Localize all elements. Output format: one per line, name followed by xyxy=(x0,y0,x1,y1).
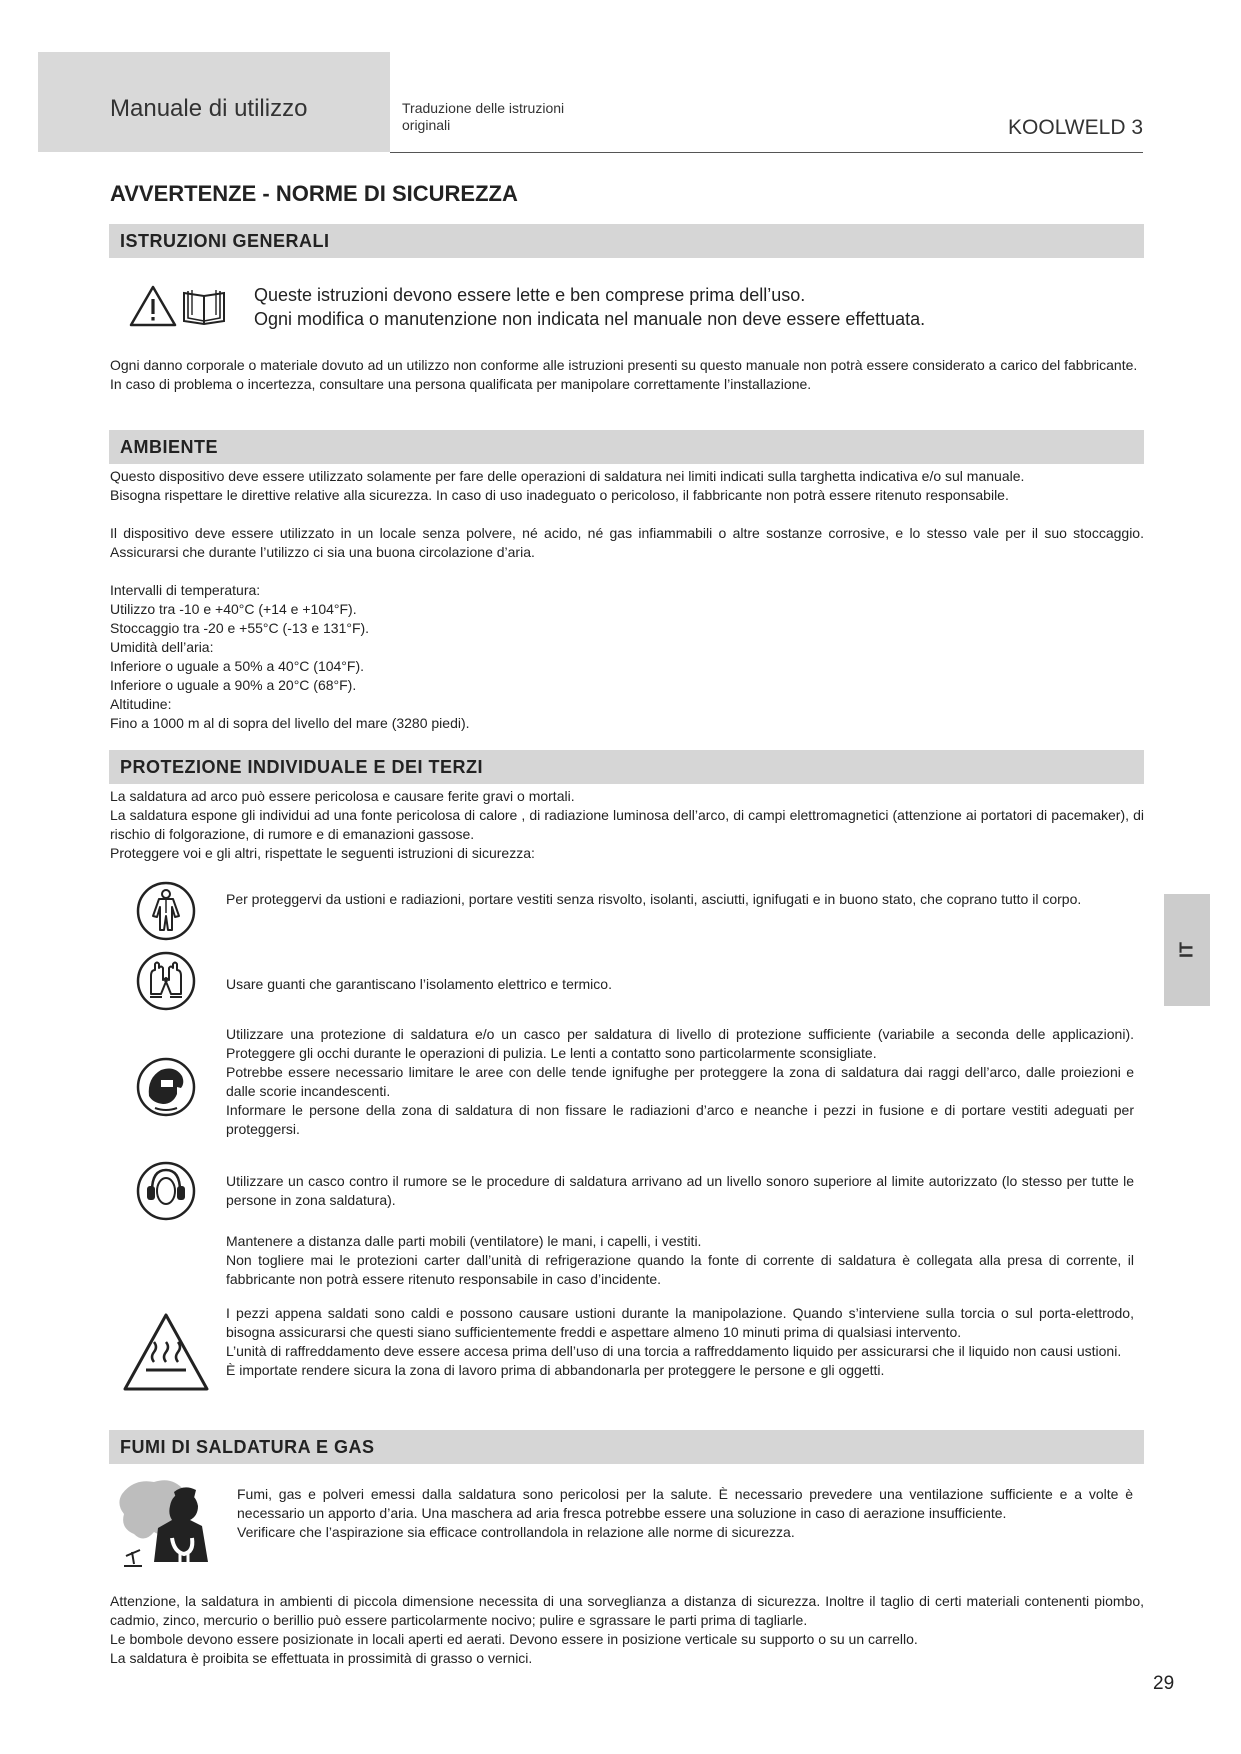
hot-parts-text xyxy=(226,1304,1134,1380)
protection-intro xyxy=(110,787,1144,863)
hot-surface-warning-icon xyxy=(120,1310,212,1394)
fumes-footer-line: Le bombole devono essere posizionate in locali aperti ed aerati. Devono essere in posizione verticale su supporto o su un carrello. xyxy=(110,1631,918,1647)
section-heading-general: ISTRUZIONI GENERALI xyxy=(109,224,1144,258)
welding-fumes-icon xyxy=(114,1472,218,1576)
fumes-box-line: Verificare che l’aspirazione sia efficace controllandola in relazione alle norme di sicurezza. xyxy=(237,1524,795,1540)
general-paragraph-2: In caso di problema o incertezza, consultare una persona qualificata per manipolare correttamente l’installazione. xyxy=(110,376,812,392)
translation-note-line-2: originali xyxy=(402,117,451,133)
general-paragraph-1: Ogni danno corporale o materiale dovuto ad un utilizzo non conforme alle istruzioni presenti su questo manuale non potrà essere considerato a carico del fabbricante. xyxy=(110,357,1138,373)
moving-parts-line: Non togliere mai le protezioni carter dall’unità di refrigerazione quando la fonte di corrente di saldatura è collegata alla presa di corrente, il fabbricante non potrà essere ritenuto responsabile in caso d’incidente. xyxy=(226,1252,1134,1287)
environment-paragraph-3: Il dispositivo deve essere utilizzato in un locale senza polvere, né acido, né gas infiammabili o altre sostanze corrosive, e lo stesso vale per il suo stoccaggio. Assicurarsi che durante l’utilizzo ci sia una buona circolazione d’aria. xyxy=(110,525,1144,560)
manual-title: Manuale di utilizzo xyxy=(110,95,308,122)
welding-helmet-icon xyxy=(135,1056,197,1118)
helmet-text xyxy=(226,1025,1134,1139)
general-paragraphs xyxy=(110,356,1144,394)
section-heading-fumes: FUMI DI SALDATURA E GAS xyxy=(109,1430,1144,1464)
fumes-footer-line: Attenzione, la saldatura in ambienti di piccola dimensione necessita di una sorveglianza a distanza di sicurezza. Inoltre il taglio di certi materiali contenenti piombo, cadmio, zinco, mercurio o berillio può essere particolarmente nocivo; pulire e sgrassare le parti prima di tagliarle. xyxy=(110,1593,1144,1628)
product-name: KOOLWELD 3 xyxy=(1008,116,1143,139)
ear-protection-text: Utilizzare un casco contro il rumore se le procedure di saldatura arrivano ad un livello sonoro superiore al limite autorizzato (lo stesso per tutte le persone in zona saldatura). xyxy=(226,1173,1134,1208)
protection-intro-line: La saldatura espone gli individui ad una fonte pericolosa di calore , di radiazione luminosa dell’arco, di campi elettromagnetici (attenzione ai portatori di pacemaker), di rischio di folgorazione, di rumore e di emanazioni gassose. xyxy=(110,807,1144,842)
section-heading-environment: AMBIENTE xyxy=(109,430,1144,464)
helmet-text-line: Informare le persone della zona di saldatura di non fissare le radiazioni d’arco e neanche i pezzi in fusione e di portare vestiti adeguati per proteggersi. xyxy=(226,1102,1134,1137)
moving-parts-line: Mantenere a distanza dalle parti mobili (ventilatore) le mani, i capelli, i vestiti. xyxy=(226,1233,702,1249)
spec-line: Intervalli di temperatura: xyxy=(110,582,261,598)
protective-clothing-icon xyxy=(135,880,197,942)
spec-line: Inferiore o uguale a 90% a 20°C (68°F). xyxy=(110,677,357,693)
general-notice-line-2: Ogni modifica o manutenzione non indicata nel manuale non deve essere effettuata. xyxy=(254,309,926,329)
general-notice xyxy=(254,283,1134,331)
spec-line: Fino a 1000 m al di sopra del livello del mare (3280 piedi). xyxy=(110,715,470,731)
hot-parts-line: L’unità di raffreddamento deve essere accesa prima dell’uso di una torcia a raffreddamento liquido per assicurarsi che il liquido non causi ustioni. xyxy=(226,1343,1122,1359)
page-number: 29 xyxy=(1153,1673,1175,1694)
page-title: AVVERTENZE - NORME DI SICUREZZA xyxy=(110,181,518,206)
warning-triangle-icon xyxy=(128,284,178,328)
header-divider xyxy=(390,152,1143,153)
translation-note-line-1: Traduzione delle istruzioni xyxy=(402,100,565,116)
fumes-box-line: Fumi, gas e polveri emessi dalla saldatura sono pericolosi per la salute. È necessario prevedere una ventilazione sufficiente e a volte è necessario un apporto d’aria. Una maschera ad aria fresca potrebbe essere una soluzione in caso di aerazione insufficiente. xyxy=(237,1486,1133,1521)
protection-intro-line: La saldatura ad arco può essere pericolosa e causare ferite gravi o mortali. xyxy=(110,788,575,804)
fumes-box-text xyxy=(237,1485,1133,1542)
spec-line: Inferiore o uguale a 50% a 40°C (104°F). xyxy=(110,658,365,674)
gloves-text: Usare guanti che garantiscano l’isolamento elettrico e termico. xyxy=(226,976,612,992)
translation-note xyxy=(402,100,622,134)
spec-line: Altitudine: xyxy=(110,696,172,712)
hot-parts-line: I pezzi appena saldati sono caldi e possono causare ustioni durante la manipolazione. Quando s’interviene sulla torcia o sul porta-elettrodo, bisogna assicurarsi che questi siano sufficientemente freddi e aspettare almeno 10 minuti prima di qualsiasi intervento. xyxy=(226,1305,1134,1340)
ear-protection-icon xyxy=(135,1160,197,1222)
helmet-text-line: Utilizzare una protezione di saldatura e/o un casco per saldatura di livello di protezione sufficiente (variabile a seconda delle applicazioni). Proteggere gli occhi durante le operazioni di pulizia. Le lenti a contatto sono particolarmente sconsigliate. xyxy=(226,1026,1134,1061)
hot-parts-line: È importate rendere sicura la zona di lavoro prima di abbandonarla per proteggere le persone e gli oggetti. xyxy=(226,1362,885,1378)
language-tab xyxy=(1164,894,1210,1006)
environment-paragraphs xyxy=(110,467,1144,733)
fumes-footer-line: La saldatura è proibita se effettuata in prossimità di grasso o vernici. xyxy=(110,1650,533,1666)
general-notice-line-1: Queste istruzioni devono essere lette e ben comprese prima dell’uso. xyxy=(254,285,806,305)
environment-paragraph-2: Bisogna rispettare le direttive relative alla sicurezza. In caso di uso inadeguato o pericoloso, il fabbricante non potrà essere ritenuto responsabile. xyxy=(110,487,1009,503)
spec-line: Umidità dell’aria: xyxy=(110,639,214,655)
language-tab-label: IT xyxy=(1176,942,1197,958)
gloves-icon xyxy=(135,950,197,1012)
clothing-text: Per proteggervi da ustioni e radiazioni, portare vestiti senza risvolto, isolanti, asciutti, ignifugati e in buono stato, che coprano tutto il corpo. xyxy=(226,891,1082,907)
moving-parts-text xyxy=(226,1232,1134,1289)
helmet-text-line: Potrebbe essere necessario limitare le aree con delle tende ignifughe per proteggere la zona di saldatura dai raggi dell’arco, dalle proiezioni e dalle scorie incandescenti. xyxy=(226,1064,1134,1099)
spec-line: Utilizzo tra -10 e +40°C (+14 e +104°F). xyxy=(110,601,357,617)
protection-intro-line: Proteggere voi e gli altri, rispettate le seguenti istruzioni di sicurezza: xyxy=(110,845,535,861)
environment-paragraph-1: Questo dispositivo deve essere utilizzato solamente per fare delle operazioni di saldatura nei limiti indicati sulla targhetta indicativa e/o sul manuale. xyxy=(110,468,1025,484)
fumes-footer-text xyxy=(110,1592,1144,1668)
open-manual-icon xyxy=(180,287,228,325)
section-heading-protection: PROTEZIONE INDIVIDUALE E DEI TERZI xyxy=(109,750,1144,784)
spec-line: Stoccaggio tra -20 e +55°C (-13 e 131°F). xyxy=(110,620,370,636)
